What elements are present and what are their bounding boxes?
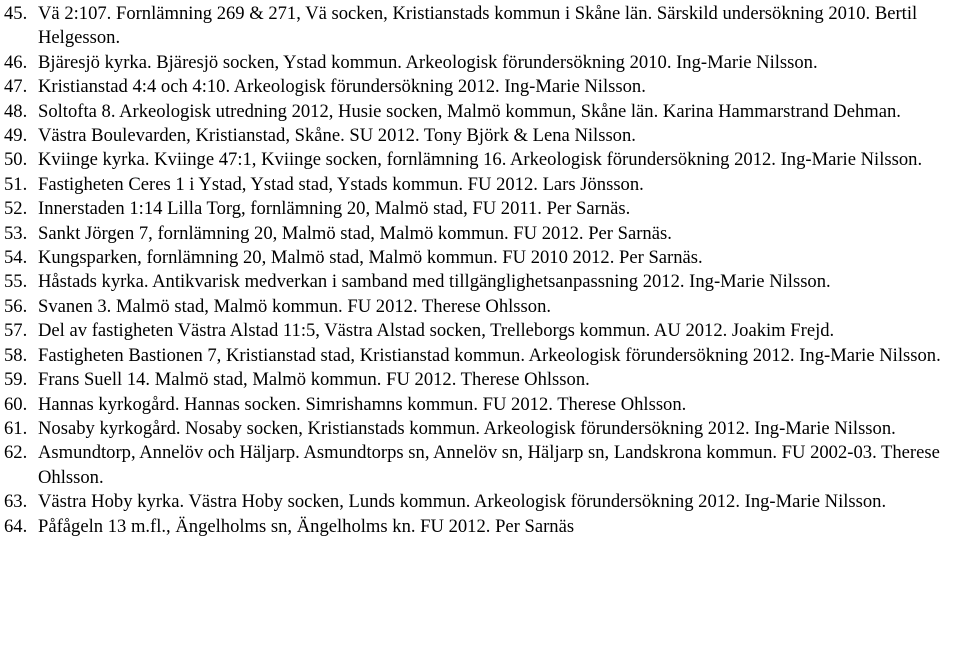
list-item [4, 490, 953, 514]
item-number: 57. [4, 320, 28, 342]
item-number: 61. [4, 417, 28, 439]
list-item [4, 344, 953, 368]
item-number: 52. [4, 198, 28, 220]
list-item [4, 246, 953, 270]
list-item [4, 75, 953, 99]
item-text: Innerstaden 1:14 Lilla Torg, fornlämning 20, Malmö stad, FU 2011. Per Sarnäs. [38, 198, 631, 220]
list-item [4, 393, 953, 417]
list-item [4, 51, 953, 75]
item-number: 63. [4, 491, 28, 513]
item-number: 46. [4, 51, 28, 73]
item-text: Påfågeln 13 m.fl., Ängelholms sn, Ängelholms kn. FU 2012. Per Sarnäs [38, 515, 575, 537]
item-text: Hannas kyrkogård. Hannas socken. Simrishamns kommun. FU 2012. Therese Ohlsson. [38, 393, 687, 415]
item-text: Frans Suell 14. Malmö stad, Malmö kommun. FU 2012. Therese Ohlsson. [38, 369, 590, 391]
item-number: 53. [4, 222, 28, 244]
list-item [4, 417, 953, 441]
item-number: 50. [4, 149, 28, 171]
item-number: 62. [4, 442, 28, 464]
list-item [4, 100, 953, 124]
item-text: Svanen 3. Malmö stad, Malmö kommun. FU 2012. Therese Ohlsson. [38, 295, 552, 317]
item-number: 55. [4, 271, 28, 293]
list-item [4, 148, 953, 172]
item-number: 54. [4, 247, 28, 269]
item-number: 64. [4, 515, 28, 537]
item-text: Västra Boulevarden, Kristianstad, Skåne. SU 2012. Tony Björk & Lena Nilsson. [38, 125, 636, 147]
item-number: 58. [4, 344, 28, 366]
item-text: Kungsparken, fornlämning 20, Malmö stad, Malmö kommun. FU 2010 2012. Per Sarnäs. [38, 247, 703, 269]
list-item [4, 173, 953, 197]
item-text: Soltofta 8. Arkeologisk utredning 2012, Husie socken, Malmö kommun, Skåne län. Karina Hammarstrand Dehman. [38, 100, 901, 122]
item-text: Fastigheten Bastionen 7, Kristianstad stad, Kristianstad kommun. Arkeologisk förundersökning 2012. Ing-Marie Nilsson. [38, 344, 941, 366]
list-item [4, 197, 953, 221]
item-number: 49. [4, 125, 28, 147]
list-item [4, 368, 953, 392]
item-text: Bjäresjö kyrka. Bjäresjö socken, Ystad kommun. Arkeologisk förundersökning 2010. Ing-Marie Nilsson. [38, 51, 818, 73]
item-text: Nosaby kyrkogård. Nosaby socken, Kristianstads kommun. Arkeologisk förundersökning 2012. Ing-Marie Nilsson. [38, 417, 896, 439]
list-item [4, 270, 953, 294]
item-text: Sankt Jörgen 7, fornlämning 20, Malmö stad, Malmö kommun. FU 2012. Per Sarnäs. [38, 222, 672, 244]
item-text: Asmundtorp, Annelöv och Häljarp. Asmundtorps sn, Annelöv sn, Häljarp sn, Landskrona kommun. FU 2002-03. Therese Ohlsson. [38, 442, 940, 488]
item-number: 45. [4, 3, 28, 24]
item-number: 60. [4, 393, 28, 415]
list-item [4, 2, 953, 51]
item-text: Håstads kyrka. Antikvarisk medverkan i samband med tillgänglighetsanpassning 2012. Ing-Marie Nilsson. [38, 271, 831, 293]
item-number: 47. [4, 76, 28, 98]
list-item [4, 124, 953, 148]
list-item [4, 295, 953, 319]
list-item [4, 515, 953, 539]
reference-list [4, 2, 953, 539]
item-number: 51. [4, 173, 28, 195]
item-text: Fastigheten Ceres 1 i Ystad, Ystad stad, Ystads kommun. FU 2012. Lars Jönsson. [38, 173, 644, 195]
item-text: Västra Hoby kyrka. Västra Hoby socken, Lunds kommun. Arkeologisk förundersökning 2012. Ing-Marie Nilsson. [38, 491, 887, 513]
item-text: Vä 2:107. Fornlämning 269 & 271, Vä socken, Kristianstads kommun i Skåne län. Särskild undersökning 2010. Bertil Helgesson. [38, 3, 918, 49]
item-text: Kviinge kyrka. Kviinge 47:1, Kviinge socken, fornlämning 16. Arkeologisk förundersökning 2012. Ing-Marie Nilsson. [38, 149, 923, 171]
item-text: Kristianstad 4:4 och 4:10. Arkeologisk förundersökning 2012. Ing-Marie Nilsson. [38, 76, 646, 98]
item-text: Del av fastigheten Västra Alstad 11:5, Västra Alstad socken, Trelleborgs kommun. AU 2012. Joakim Frejd. [38, 320, 835, 342]
list-item [4, 441, 953, 490]
list-item [4, 222, 953, 246]
item-number: 48. [4, 100, 28, 122]
item-number: 56. [4, 295, 28, 317]
list-item [4, 319, 953, 343]
item-number: 59. [4, 369, 28, 391]
